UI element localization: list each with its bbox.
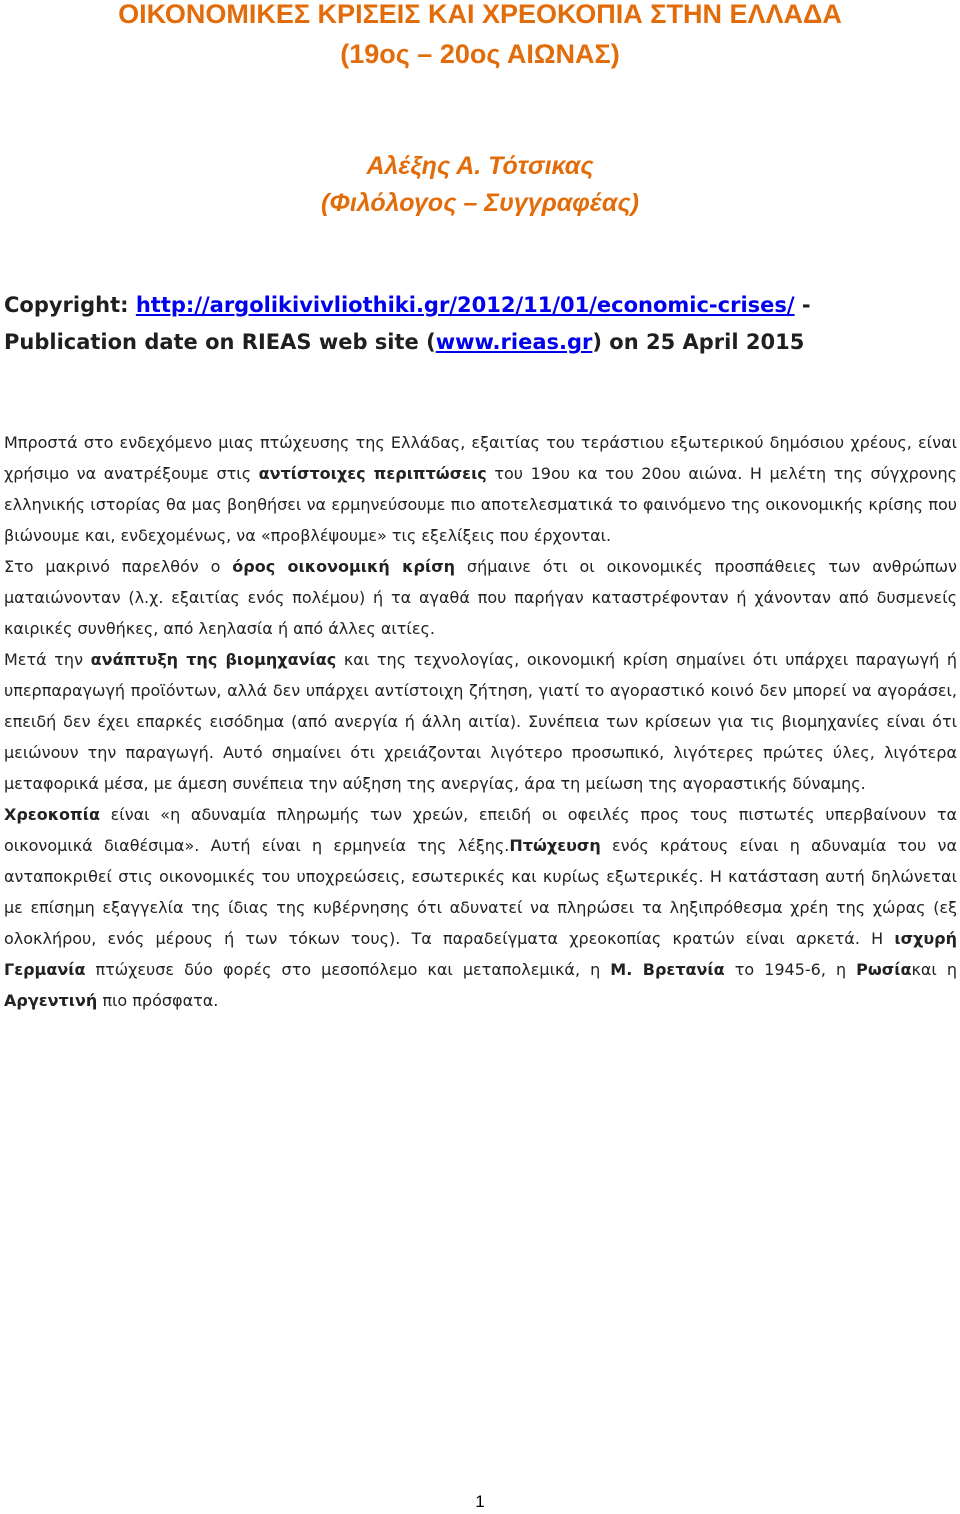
text: και η <box>911 960 958 979</box>
bold-text: Πτώχευση <box>509 836 601 855</box>
title-line-2: (19ος – 20ος ΑΙΩΝΑΣ) <box>340 39 620 69</box>
text: Στο μακρινό παρελθόν ο <box>4 557 233 576</box>
document-title <box>0 0 960 74</box>
bold-text: Αργεντινή <box>4 991 98 1010</box>
publication-prefix: Publication date on RIEAS web site ( <box>4 330 436 354</box>
copyright-label: Copyright: <box>4 293 136 317</box>
text: πτώχευσε δύο φορές στο μεσοπόλεμο και μεταπολεμικά, η <box>85 960 611 979</box>
paragraph-bankruptcy <box>4 799 957 1016</box>
author-name: Αλέξης Α. Τότσικας <box>366 152 594 180</box>
bold-text: αντίστοιχες περιπτώσεις <box>258 464 487 483</box>
text: Μετά την <box>4 650 91 669</box>
text: σήμαινε ότι οι οικονομικές προσπάθειες των ανθρώπων ματαιώνονταν (λ.χ. εξαιτίας ενός πολέμου) ή τα αγαθά που παρήγαν καταστρέφονταν ή χάνονταν από δυσμενείς καιρικές συνθήκες, από λεηλασία ή από άλλες αιτίες. <box>4 557 957 638</box>
bold-text: ισχυρή Γερμανία <box>4 929 957 979</box>
page-number: 1 <box>475 1492 485 1511</box>
text: Μπροστά στο ενδεχόμενο μιας πτώχευσης της Ελλάδας, εξαιτίας του τεράστιου εξωτερικού δημόσιου χρέους, είναι χρήσιμο να ανατρέξουμε στις <box>4 433 957 483</box>
copyright-block <box>4 287 954 361</box>
copyright-separator: - <box>794 293 811 317</box>
bold-text: Μ. Βρετανία <box>610 960 725 979</box>
text: ενός κράτους είναι η αδυναμία του να ανταποκριθεί στις οικονομικές του υποχρεώσεις, εσωτερικές και κυρίως εξωτερικές. Η κατάσταση αυτή δηλώνεται με επίσημη εξαγγελία της ίδιας της κυβέρνησης ότι αδυνατεί να πληρώσει τα ληξιπρόθεσμα χρέη της χώρας (εξ ολοκλήρου, ενός μέρους ή των τόκων τους). Τα παραδείγματα χρεοκοπίας κρατών είναι αρκετά. Η <box>4 836 957 948</box>
bold-text: Χρεοκοπία <box>4 805 100 824</box>
author-role: (Φιλόλογος – Συγγραφέας) <box>321 189 639 217</box>
bold-text: όρος οικονομική κρίση <box>232 557 456 576</box>
body-text <box>4 427 957 1016</box>
bold-text: ανάπτυξη της βιομηχανίας <box>90 650 337 669</box>
bold-text: Ρωσία <box>856 960 912 979</box>
rieas-site-link[interactable]: www.rieas.gr <box>435 330 593 354</box>
paragraph-intro <box>4 427 957 551</box>
title-line-1: ΟΙΚΟΝΟΜΙΚΕΣ ΚΡΙΣΕΙΣ ΚΑΙ ΧΡΕΟΚΟΠΙΑ ΣΤΗΝ ΕΛΛΑΔΑ <box>118 0 842 29</box>
author-block <box>0 148 960 222</box>
text: το 1945-6, η <box>724 960 857 979</box>
source-url-link[interactable]: http://argolikivivliothiki.gr/2012/11/01/economic-crises/ <box>135 293 795 317</box>
paragraph-industrial <box>4 644 957 799</box>
text: και της τεχνολογίας, οικονομική κρίση σημαίνει ότι υπάρχει παραγωγή ή υπερπαραγωγή προϊόντων, αλλά δεν υπάρχει αντίστοιχη ζήτηση, γιατί το αγοραστικό κοινό δεν μπορεί να αγοράσει, επειδή δεν έχει επαρκές εισόδημα (από ανεργία ή άλλη αιτία). Συνέπεια των κρίσεων για τις βιομηχανίες είναι ότι μειώνουν την παραγωγή. Αυτό σημαίνει ότι χρειάζονται λιγότερο προσωπικό, λιγότερες πρώτες ύλες, λιγότερα μεταφορικά μέσα, με άμεση συνέπεια την αύξηση της ανεργίας, άρα τη μείωση της αγοραστικής δύναμης. <box>4 650 958 793</box>
text: πιο πρόσφατα. <box>97 991 219 1010</box>
text: είναι «η αδυναμία πληρωμής των χρεών, επειδή οι οφειλές προς τους πιστωτές υπερβαίνουν τα οικονομικά διαθέσιμα». Αυτή είναι η ερμηνεία της λέξης. <box>4 805 957 855</box>
paragraph-past-definition <box>4 551 957 644</box>
publication-suffix: ) on 25 April 2015 <box>592 330 805 354</box>
text: του 19ου κα του 20ου αιώνα. Η μελέτη της σύγχρονης ελληνικής ιστορίας θα μας βοηθήσει να ερμηνεύσουμε πιο αποτελεσματικά το φαινόμενο της οικονομικής κρίσης που βιώνουμε και, ενδεχομένως, να «προβλέψουμε» τις εξελίξεις που έρχονται. <box>4 464 957 545</box>
